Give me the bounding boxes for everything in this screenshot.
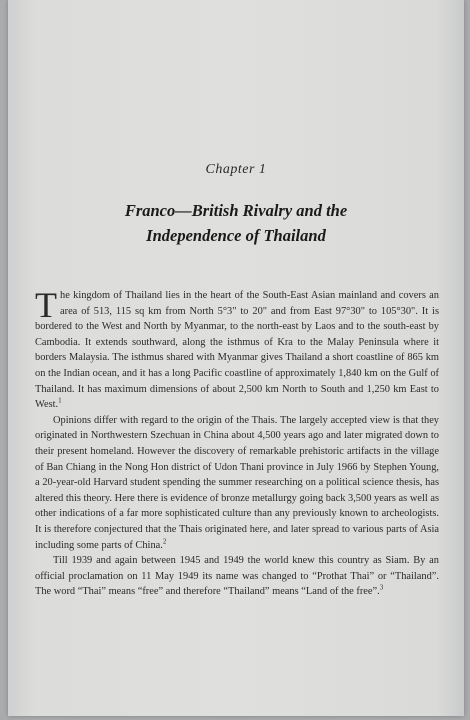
- body-text: [35, 285, 439, 600]
- book-page: [8, 0, 464, 716]
- footnote-ref-2: 2: [162, 537, 167, 546]
- chapter-number: Chapter 1: [205, 162, 267, 177]
- chapter-title-line-1: Franco—British Rivalry and the: [124, 201, 348, 220]
- paragraph-2-text: Opinions differ with regard to the origin of the Thais. The largely accepted view is that they originated in Northwestern Szechuan in China about 4,500 years ago and later migrated down to their present homeland. However the discovery of remarkable prehistoric artifacts in the village of Ban Chiang in the Nong Hon district of Udon Thani province in July 1966 by Stephen Young, a 20-year-old Harvard student spending the summer researching on a political science thesis, has altered this theory. Here there is evidence of bronze metallurgy going back 3,500 years as well as other indications of a far more sophisticated culture than any previously known to archeologists. It is therefore conjectured that the Thais originated here, and later spread to various parts of Asia including some parts of China.: [35, 414, 439, 551]
- paragraph-2: [35, 413, 439, 553]
- footnote-ref-3: 3: [379, 583, 384, 592]
- chapter-title: [8, 198, 464, 248]
- paragraph-3-text: Till 1939 and again between 1945 and 1949 the world knew this country as Siam. By an official proclamation on 11 May 1949 its name was changed to “Prothat Thai” or “Thailand”. The word “Thai” means “free” and therefore “Thailand” means “Land of the free”.: [35, 555, 439, 598]
- chapter-title-line-2: Independence of Thailand: [146, 226, 326, 245]
- drop-cap: T: [35, 285, 57, 325]
- paragraph-1: [35, 285, 439, 413]
- footnote-ref-1: 1: [58, 396, 62, 405]
- paragraph-3: [35, 553, 439, 600]
- paragraph-1-text: he kingdom of Thailand lies in the heart of the South-East Asian mainland and covers an area of 513, 115 sq km from North 5°3" to 20" and from East 97°30" to 105°30". It is bordered to the West and North by Myanmar, to the north-east by Laos and to the south-east by Cambodia. It extends southward, along the isthmus of Kra to the Malay Peninsula where it borders Malaysia. The isthmus shared with Myanmar gives Thailand a short coastline of 865 km on the Indian ocean, and it has a long Pacific coastline of approximately 1,840 km on the Gulf of Thailand. It has maximum dimensions of about 2,500 km North to South and 1,250 km East to West.: [35, 290, 439, 411]
